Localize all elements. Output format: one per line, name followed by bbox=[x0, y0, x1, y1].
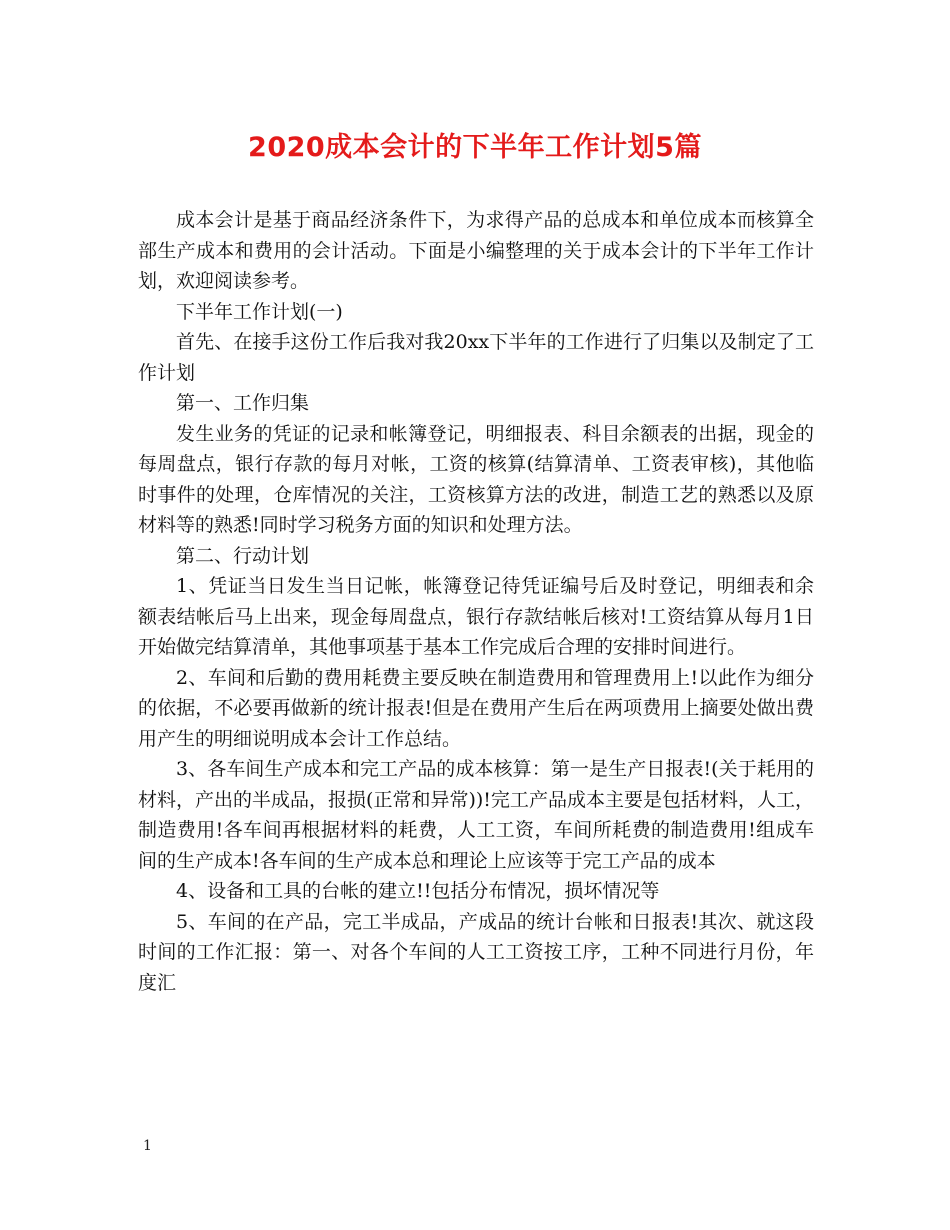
paragraph-item-2: 2、车间和后勤的费用耗费主要反映在制造费用和管理费用上!以此作为细分的依据，不必要再做新的统计报表!但是在费用产生后在两项费用上摘要处做出费用产生的明细说明成本会计工作总结。 bbox=[138, 666, 814, 750]
paragraph-item-5: 5、车间的在产品，完工半成品，产成品的统计台帐和日报表!其次、就这段时间的工作汇报：第一、对各个车间的人工工资按工序，工种不同进行月份，年度汇 bbox=[138, 910, 814, 994]
paragraph-intro: 成本会计是基于商品经济条件下，为求得产品的总成本和单位成本而核算全部生产成本和费用的会计活动。下面是小编整理的关于成本会计的下半年工作计划，欢迎阅读参考。 bbox=[138, 209, 814, 292]
document-title: 2020成本会计的下半年工作计划5篇 bbox=[248, 132, 702, 163]
paragraph-item-4: 4、设备和工具的台帐的建立!!包括分布情况，损坏情况等 bbox=[176, 880, 660, 902]
paragraph-work-summary: 发生业务的凭证的记录和帐簿登记，明细报表、科目余额表的出据，现金的每周盘点，银行存款的每月对帐，工资的核算(结算清单、工资表审核)，其他临时事件的处理，仓库情况的关注，工资核算方法的改进，制造工艺的熟悉以及原材料等的熟悉!同时学习税务方面的知识和处理方法。 bbox=[138, 422, 814, 536]
page-number: 1 bbox=[143, 1138, 152, 1154]
paragraph-item-1: 1、凭证当日发生当日记帐，帐簿登记待凭证编号后及时登记，明细表和余额表结帐后马上出来，现金每周盘点，银行存款结帐后核对!工资结算从每月1日开始做完结算清单，其他事项基于基本工作完成后合理的安排时间进行。 bbox=[138, 575, 814, 658]
paragraph-section-two-heading: 第二、行动计划 bbox=[176, 544, 310, 567]
document-body bbox=[138, 205, 814, 998]
paragraph-item-3: 3、各车间生产成本和完工产品的成本核算：第一是生产日报表!(关于耗用的材料，产出的半成品，报损(正常和异常))!完工产品成本主要是包括材料，人工，制造费用!各车间再根据材料的耗费，人工工资，车间所耗费的制造费用!组成车间的生产成本!各车间的生产成本总和理论上应该等于完工产品的成本 bbox=[138, 758, 814, 872]
paragraph-section-one-heading: 第一、工作归集 bbox=[176, 392, 310, 414]
paragraph-first: 首先、在接手这份工作后我对我20xx下半年的工作进行了归集以及制定了工作计划 bbox=[138, 331, 814, 384]
paragraph-plan-heading: 下半年工作计划(一) bbox=[176, 300, 343, 323]
